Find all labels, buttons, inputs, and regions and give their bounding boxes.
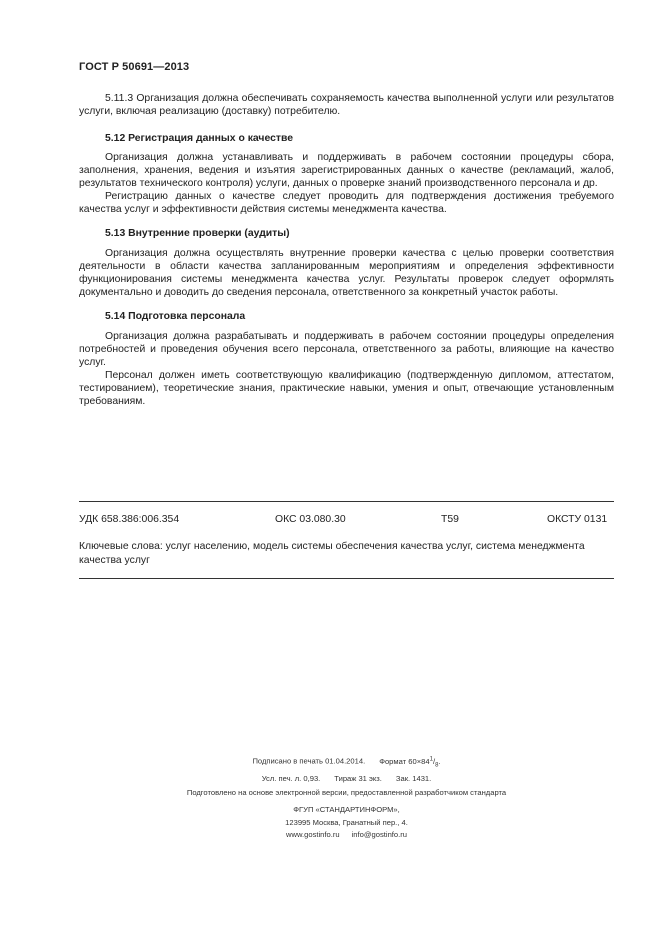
publisher-address: 123995 Москва, Гранатный пер., 4. [285, 817, 408, 827]
heading-5-13: 5.13 Внутренние проверки (аудиты) [105, 228, 290, 239]
keywords: Ключевые слова: услуг населению, модель системы обеспечения качества услуг, система менеджмента качества услуг [79, 541, 585, 566]
print-imprint [79, 752, 614, 800]
t-code: Т59 [441, 514, 459, 525]
document-body [79, 92, 614, 408]
prepared-note: Подготовлено на основе электронной версии, предоставленной разработчиком стандарта [186, 788, 507, 798]
publisher-block [79, 804, 614, 842]
print-sheets: Усл. печ. л. 0,93. [261, 774, 321, 784]
paragraph-5-14-1: Организация должна разрабатывать и поддерживать в рабочем состоянии процедуры определения потребностей и проведения обучения всего персонала, ответственного за работы, влияющие на качество услуг. [79, 331, 614, 368]
oks-code: ОКС 03.080.30 [275, 514, 346, 525]
heading-5-12: 5.12 Регистрация данных о качестве [105, 133, 293, 144]
print-run: Тираж 31 экз. [334, 774, 382, 784]
paragraph-5-12-1: Организация должна устанавливать и поддерживать в рабочем состоянии процедуры сбора, заполнения, хранения, ведения и изъятия зарегистрированных данных о качестве (рекламаций, жалоб, результатов технического контроля) услуги, данных о проверке знаний производственного персонала и др. [79, 152, 614, 189]
imprint-line-2 [79, 772, 614, 786]
paragraph-5-12-2: Регистрацию данных о качестве следует проводить для подтверждения достижения требуемого качества услуг и эффективности действия системы менеджмента качества. [79, 191, 614, 215]
heading-5-14: 5.14 Подготовка персонала [105, 311, 246, 322]
order-number: Зак. 1431. [395, 774, 432, 784]
document-header: ГОСТ Р 50691—2013 [79, 61, 190, 73]
imprint-line-1 [79, 752, 614, 772]
paper-format: Формат $60\times 84^1/_8$. [379, 756, 441, 769]
signed-date: Подписано в печать 01.04.2014. [252, 756, 366, 766]
paragraph-5-11-3: 5.11.3 Организация должна обеспечивать сохраняемость качества выполненной услуги или результатов услуги, включая реализацию (доставку) потребителю. [79, 93, 614, 117]
paragraph-5-14-2: Персонал должен иметь соответствующую квалификацию (подтвержденную дипломом, аттестатом, тестированием), теоретические знания, практические навыки, умения и опыт, отвечающие установленным требованиям. [79, 370, 614, 407]
divider-bottom [79, 578, 614, 579]
paragraph-5-13-1: Организация должна осуществлять внутренние проверки качества с целью проверки соответствия деятельности в области качества запланированным мероприятиям и определения эффективности функционирования системы менеджмента качества услуг. Результаты проверок следует оформлять документально и доводить до сведения персонала, ответственного за конкретный участок работы. [79, 248, 614, 298]
publisher-email: info@gostinfo.ru [351, 830, 408, 839]
publisher-contacts [79, 829, 614, 842]
divider-top [79, 501, 614, 502]
publisher-website: www.gostinfo.ru [285, 830, 340, 839]
udk-code: УДК 658.386:006.354 [79, 514, 180, 525]
okstu-code: ОКСТУ 0131 [547, 514, 608, 525]
publisher-name: ФГУП «СТАНДАРТИНФОРМ», [293, 805, 400, 814]
